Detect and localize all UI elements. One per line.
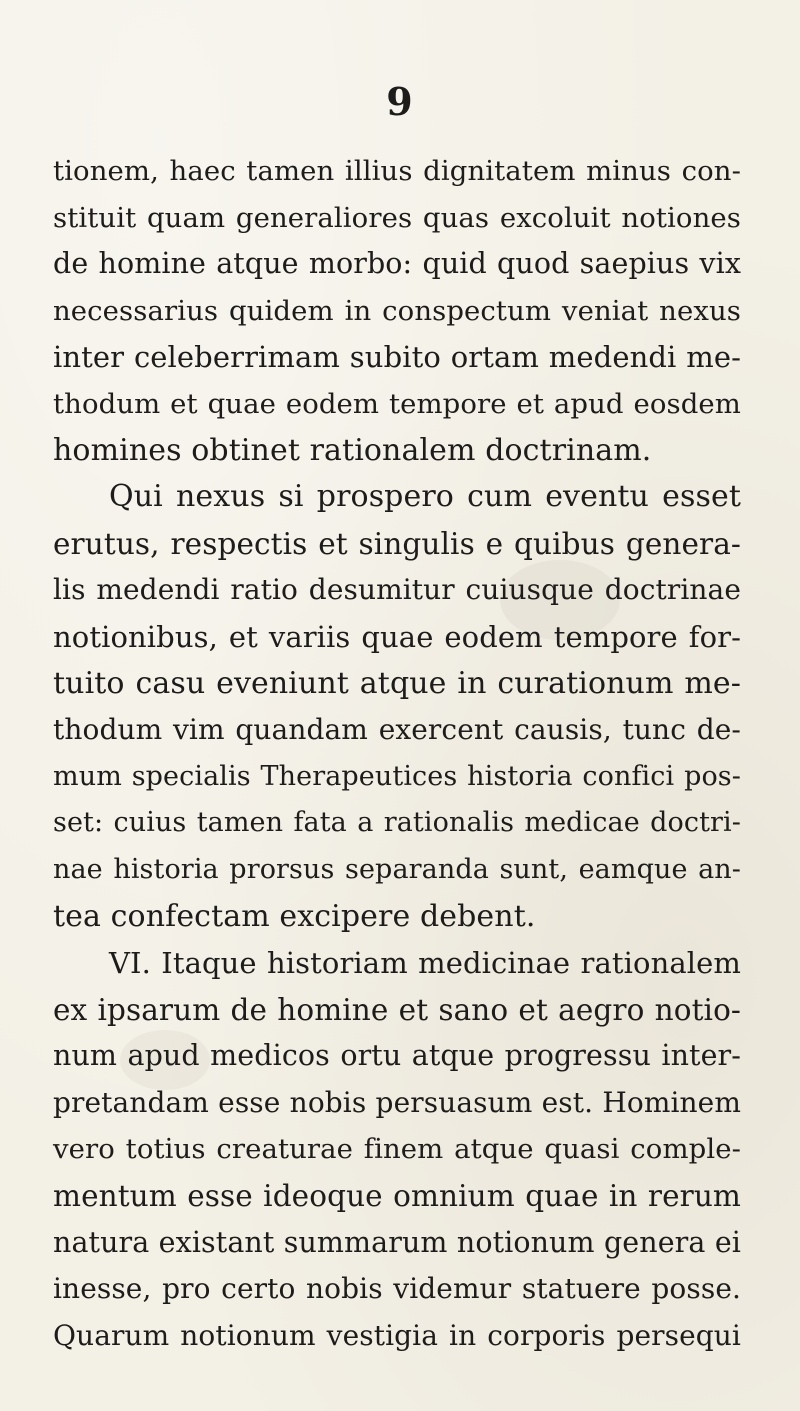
text-line: de homine atque morbo: quid quod saepius vix bbox=[53, 247, 741, 281]
text-line: tionem, haec tamen illius dignitatem minus con- bbox=[53, 155, 741, 187]
text-line: set: cuius tamen fata a rationalis medicae doctri- bbox=[53, 807, 741, 839]
text-line: notionibus, et variis quae eodem tempore for- bbox=[53, 619, 741, 654]
text-line: VI. Itaque historiam medicinae rationalem bbox=[109, 946, 741, 981]
text-line: ex ipsarum de homine et sano et aegro notio- bbox=[53, 992, 741, 1027]
text-line: nae historia prorsus separanda sunt, eamque an- bbox=[53, 853, 741, 885]
text-line: natura existant summarum notionum genera ei bbox=[53, 1225, 741, 1259]
text-line: tuito casu eveniunt atque in curationum me- bbox=[53, 665, 741, 701]
text-line: inesse, pro certo nobis videmur statuere posse. bbox=[53, 1272, 741, 1306]
text-line: Qui nexus si prospero cum eventu esset bbox=[109, 479, 741, 515]
text-line: erutus, respectis et singulis e quibus genera- bbox=[53, 526, 741, 561]
text-line: vero totius creaturae finem atque quasi comple- bbox=[53, 1133, 741, 1166]
page-number: 9 bbox=[386, 79, 414, 124]
text-line: Quarum notionum vestigia in corporis persequi bbox=[53, 1318, 741, 1352]
text-line: lis medendi ratio desumitur cuiusque doctrinae bbox=[53, 573, 741, 607]
text-line: thodum vim quandam exercent causis, tunc de- bbox=[53, 713, 741, 747]
text-line: stituit quam generaliores quas excoluit notiones bbox=[53, 201, 741, 234]
text-line: mentum esse ideoque omnium quae in rerum bbox=[53, 1179, 741, 1214]
text-line: pretandam esse nobis persuasum est. Hominem bbox=[53, 1085, 741, 1119]
text-line: num apud medicos ortu atque progressu inter- bbox=[53, 1039, 741, 1073]
text-line: tea confectam excipere debent. bbox=[53, 898, 536, 934]
text-line: inter celeberrimam subito ortam medendi me- bbox=[53, 340, 741, 375]
text-line: thodum et quae eodem tempore et apud eosdem bbox=[53, 387, 741, 420]
text-line: necessarius quidem in conspectum veniat nexus bbox=[53, 294, 741, 327]
body-text bbox=[53, 148, 741, 1359]
text-line: homines obtinet rationalem doctrinam. bbox=[53, 432, 652, 468]
text-line: mum specialis Therapeutices historia confici pos- bbox=[53, 760, 741, 792]
